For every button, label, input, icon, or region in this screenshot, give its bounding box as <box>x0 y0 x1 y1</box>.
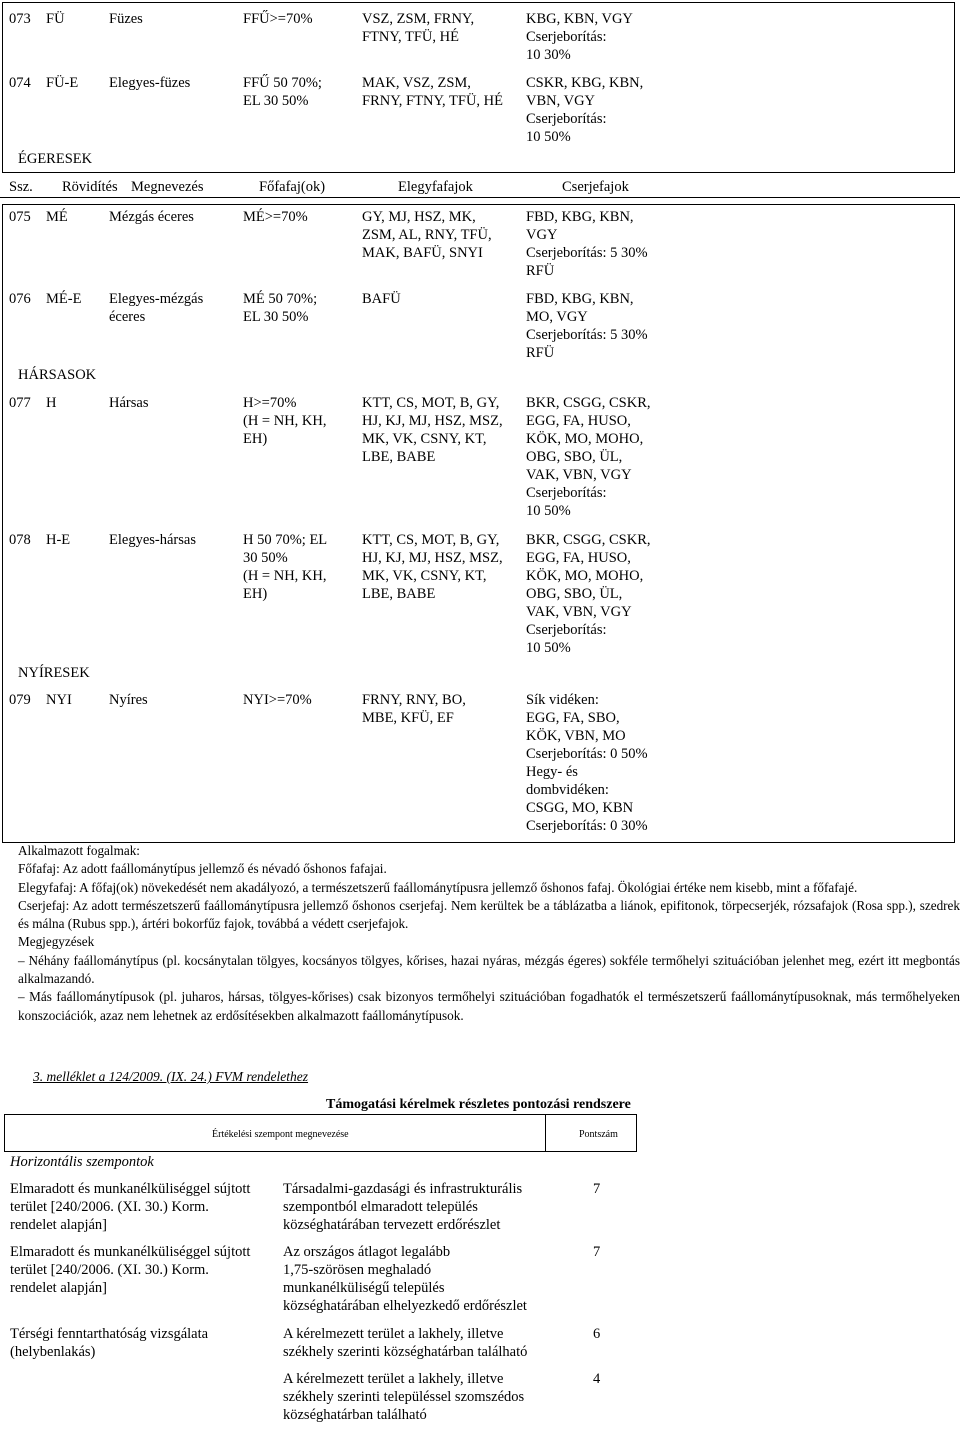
row-shrub-species: FBD, KBG, KBN, VGY Cserjeborítás: 5 30% RFÜ <box>526 209 648 279</box>
header-main: Főfafaj(ok) <box>259 179 326 195</box>
remark-1: – Néhány faállománytípus (pl. kocsánytalan tölgyes, kocsányos tölgyes, kőrises, hazai nyáras, mézgás égeres) sokféle termőhelyi szituációban jelenhet meg, ezért itt megbontás alkalmazandó. <box>18 952 960 987</box>
row-description: A kérelmezett terület a lakhely, illetve székhely szerinti községhatárban található <box>283 1326 528 1360</box>
row-shrub-species: BKR, CSGG, CSKR, EGG, FA, HUSO, KÖK, MO, MOHO, OBG, SBO, ÜL, VAK, VBN, VGY Cserjeborítás: 10 50% <box>526 395 651 519</box>
row-abbr: FÜ-E <box>46 75 79 91</box>
row-id: 073 <box>9 11 31 27</box>
row-shrub-species: CSKR, KBG, KBN, VBN, VGY Cserjeborítás: 10 50% <box>526 75 644 145</box>
section-heading: HÁRSASOK <box>18 367 97 383</box>
row-name: Hársas <box>109 395 149 411</box>
row-name: Nyíres <box>109 692 148 708</box>
section-heading: NYÍRESEK <box>18 665 90 681</box>
row-id: 077 <box>9 395 31 411</box>
row-name: Füzes <box>109 11 143 27</box>
row-id: 078 <box>9 532 31 548</box>
row-abbr: MÉ <box>46 209 68 225</box>
row-main-species: FFŰ>=70% <box>243 11 313 27</box>
row-mixed-species: BAFÜ <box>362 291 401 307</box>
header-name: Megnevezés <box>131 179 204 195</box>
row-abbr: H <box>46 395 57 411</box>
row-id: 074 <box>9 75 31 91</box>
header-ssz: Ssz. <box>9 179 33 195</box>
header-points: Pontszám <box>579 1129 618 1140</box>
row-group: Térségi fenntarthatóság vizsgálata (helybenlakás) <box>10 1326 209 1360</box>
row-abbr: NYI <box>46 692 72 708</box>
row-shrub-species: KBG, KBN, VGY Cserjeborítás: 10 30% <box>526 11 633 63</box>
notes-section <box>18 842 960 1025</box>
row-mixed-species: VSZ, ZSM, FRNY, FTNY, TFÜ, HÉ <box>362 11 475 45</box>
header-criteria: Értékelési szempont megnevezése <box>212 1129 349 1140</box>
row-name: Elegyes-mézgás éceres <box>109 291 204 325</box>
row-id: 076 <box>9 291 31 307</box>
annex-title: Támogatási kérelmek részletes pontozási rendszere <box>326 1097 631 1112</box>
notes-heading: Alkalmazott fogalmak: <box>18 843 140 858</box>
row-description: Társadalmi-gazdasági és infrastrukturális szempontból elmaradott település községhatárában tervezett erdőrészlet <box>283 1181 523 1233</box>
row-shrub-species: BKR, CSGG, CSKR, EGG, FA, HUSO, KÖK, MO, MOHO, OBG, SBO, ÜL, VAK, VBN, VGY Cserjeborítás: 10 50% <box>526 532 651 656</box>
note-main-species: Főfafaj: Az adott faállománytípus jellemző és névadó őshonos fafajai. <box>18 861 387 877</box>
note-shrub-species: Cserjefaj: Az adott természetszerű faállománytípusra jellemző őshonos cserjefaj. Nem kerültek be a táblázatba a liánok, epifitonok, törpecserjék, rózsafajok (Rosa spp.), szedrek és málna (Rubus spp.), ártéri bokorfűz fajok, továbbá a védett cserjefajok. <box>18 897 960 932</box>
row-mixed-species: MAK, VSZ, ZSM, FRNY, FTNY, TFÜ, HÉ <box>362 75 504 109</box>
row-abbr: H-E <box>46 532 71 548</box>
header-abbr: Rövidítés <box>62 179 118 195</box>
row-main-species: H 50 70%; EL 30 50% (H = NH, KH, EH) <box>243 532 328 602</box>
annex-link[interactable]: 3. melléklet a 124/2009. (IX. 24.) FVM rendelethez <box>33 1069 309 1084</box>
row-name: Elegyes-füzes <box>109 75 191 91</box>
row-main-species: H>=70% (H = NH, KH, EH) <box>243 395 327 447</box>
row-shrub-species: FBD, KBG, KBN, MO, VGY Cserjeborítás: 5 30% RFÜ <box>526 291 648 361</box>
row-description: Az országos átlagot legalább 1,75-szörösen meghaladó munkanélküliségű település községhatárában elhelyezkedő erdőrészlet <box>283 1244 527 1314</box>
row-id: 075 <box>9 209 31 225</box>
row-main-species: MÉ 50 70%; EL 30 50% <box>243 291 318 325</box>
note-mixed-species: Elegyfafaj: A főfaj(ok) növekedését nem akadályozó, a természetszerű faállománytípusra jellemző őshonos fafaj. Ökológiai értéke nem kisebb, mint a főfafajé. <box>18 879 858 895</box>
row-mixed-species: KTT, CS, MOT, B, GY, HJ, KJ, MJ, HSZ, MSZ, MK, VK, CSNY, KT, LBE, BABE <box>362 532 503 602</box>
row-points: 4 <box>593 1371 601 1387</box>
row-description: A kérelmezett terület a lakhely, illetve székhely szerinti településsel szomszédos községhatárban található <box>283 1371 525 1423</box>
row-name: Mézgás éceres <box>109 209 194 225</box>
row-abbr: FÜ <box>46 11 65 27</box>
row-mixed-species: GY, MJ, HSZ, MK, ZSM, AL, RNY, TFÜ, MAK, BAFÜ, SNYI <box>362 209 492 261</box>
row-name: Elegyes-hársas <box>109 532 196 548</box>
row-mixed-species: FRNY, RNY, BO, MBE, KFÜ, EF <box>362 692 466 726</box>
row-id: 079 <box>9 692 31 708</box>
remark-2: – Más faállománytípusok (pl. juharos, hársas, tölgyes-kőrises) csak bizonyos termőhelyi szituációban fogadhatók el természetszerű faállománytípusoknak, más termőhelyeken konszociációk, azaz nem lehetnek az erdősítésekben alkalmazott faállománytípusok. <box>18 989 960 1023</box>
row-shrub-species: Sík vidéken: EGG, FA, SBO, KÖK, VBN, MO Cserjeborítás: 0 50% Hegy- és dombvidéken: CSGG, MO, KBN Cserjeborítás: 0 30% <box>526 692 648 834</box>
header-shrub: Cserjefajok <box>562 179 629 195</box>
row-group: Elmaradott és munkanélküliséggel sújtott terület [240/2006. (XI. 30.) Korm. rendelet alapján] <box>10 1244 251 1296</box>
row-main-species: MÉ>=70% <box>243 209 308 225</box>
row-points: 7 <box>593 1181 601 1197</box>
header-mixed: Elegyfafajok <box>398 179 473 195</box>
section-heading: Horizontális szempontok <box>10 1154 154 1170</box>
remarks-heading: Megjegyzések <box>18 934 95 950</box>
row-group: Elmaradott és munkanélküliséggel sújtott terület [240/2006. (XI. 30.) Korm. rendelet alapján] <box>10 1181 251 1233</box>
row-main-species: FFŰ 50 70%; EL 30 50% <box>243 75 322 109</box>
row-points: 7 <box>593 1244 601 1260</box>
section-heading: ÉGERESEK <box>18 151 93 167</box>
row-points: 6 <box>593 1326 601 1342</box>
row-abbr: MÉ-E <box>46 291 82 307</box>
row-mixed-species: KTT, CS, MOT, B, GY, HJ, KJ, MJ, HSZ, MSZ, MK, VK, CSNY, KT, LBE, BABE <box>362 395 503 465</box>
row-main-species: NYI>=70% <box>243 692 312 708</box>
